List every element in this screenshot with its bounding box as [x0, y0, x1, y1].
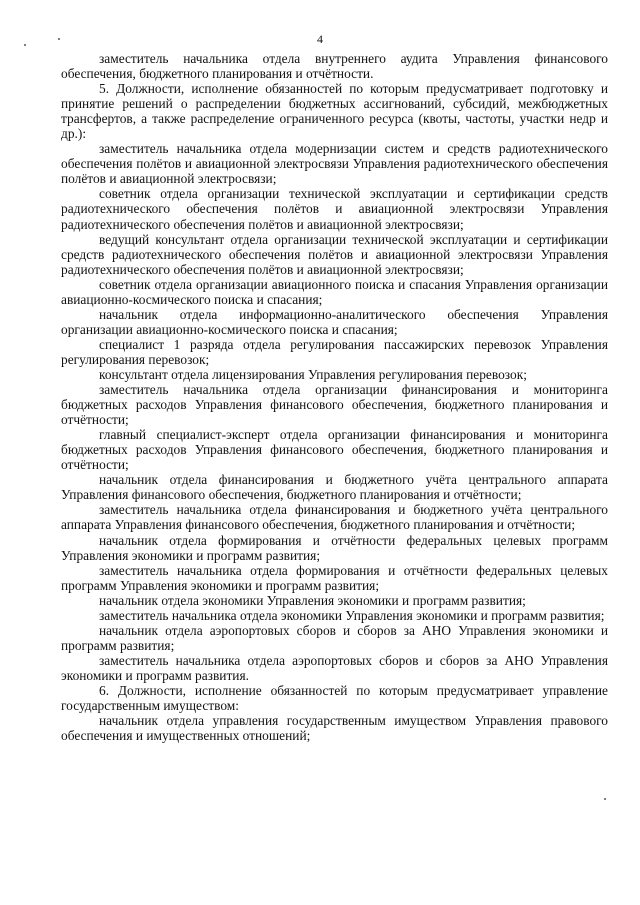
paragraph-section-5-heading: 5. Должности, исполнение обязанностей по которым предусматривает подготовку и принятие решений о распределении бюджетных ассигнований, субсидий, межбюджетных трансфертов, а также распределение ограниченного ресурса (квоты, частоты, участки недр и др.): — [61, 81, 608, 142]
paragraph-item: консультант отдела лицензирования Управления регулирования перевозок; — [99, 366, 527, 382]
paragraph-item: начальник отдела финансирования и бюджетного учёта центрального аппарата Управления финансового обеспечения, бюджетного планирования и отчётности; — [61, 472, 608, 503]
paragraph-item: начальник отдела управления государственным имуществом Управления правового обеспечения и имущественных отношений; — [61, 713, 608, 744]
paragraph-item: ведущий консультант отдела организации технической эксплуатации и сертификации средств радиотехнического обеспечения полётов и авиационной электросвязи Управления радиотехнического обеспечения полётов и авиационной электросвязи; — [61, 231, 608, 277]
paragraph-item: заместитель начальника отдела формирования и отчётности федеральных целевых программ Управления экономики и программ развития; — [61, 562, 608, 593]
paragraph-deputy-internal-audit: заместитель начальника отдела внутреннего аудита Управления финансового обеспечения, бюджетного планирования и отчётности. — [61, 51, 608, 82]
document-body — [61, 51, 608, 743]
page-number: 4 — [317, 32, 323, 46]
scan-speck — [604, 798, 606, 800]
scan-speck — [58, 38, 60, 40]
paragraph-item: специалист 1 разряда отдела регулирования пассажирских перевозок Управления регулирования перевозок; — [61, 336, 608, 367]
paragraph-item: заместитель начальника отдела модернизации систем и средств радиотехнического обеспечения полётов и авиационной электросвязи Управления радиотехнического обеспечения полётов и авиационной электросвязи; — [61, 141, 608, 187]
paragraph-item: заместитель начальника отдела финансирования и бюджетного учёта центрального аппарата Управления финансового обеспечения, бюджетного планирования и отчётности; — [61, 502, 608, 533]
paragraph-item: начальник отдела экономики Управления экономики и программ развития; — [99, 592, 526, 608]
paragraph-item: начальник отдела формирования и отчётности федеральных целевых программ Управления экономики и программ развития; — [61, 532, 608, 563]
paragraph-item: начальник отдела аэропортовых сборов и сборов за АНО Управления экономики и программ развития; — [61, 622, 608, 653]
paragraph-item: заместитель начальника отдела экономики Управления экономики и программ развития; — [99, 607, 605, 623]
paragraph-item: главный специалист-эксперт отдела организации финансирования и мониторинга бюджетных расходов Управления финансового обеспечения, бюджетного планирования и отчётности; — [61, 427, 608, 473]
paragraph-section-6-heading: 6. Должности, исполнение обязанностей по которым предусматривает управление государственным имуществом: — [61, 682, 608, 714]
paragraph-item: советник отдела организации авиационного поиска и спасания Управления организации авиационно-космического поиска и спасания; — [61, 276, 608, 307]
paragraph-item: заместитель начальника отдела аэропортовых сборов и сборов за АНО Управления экономики и программ развития. — [61, 652, 608, 683]
paragraph-item: заместитель начальника отдела организации финансирования и мониторинга бюджетных расходов Управления финансового обеспечения, бюджетного планирования и отчётности; — [61, 382, 608, 428]
paragraph-item: начальник отдела информационно-аналитического обеспечения Управления организации авиационно-космического поиска и спасания; — [61, 306, 608, 337]
paragraph-item: советник отдела организации технической эксплуатации и сертификации средств радиотехнического обеспечения полётов и авиационной электросвязи Управления радиотехнического обеспечения полётов и авиационной электросвязи; — [61, 186, 608, 232]
scan-speck — [24, 44, 26, 46]
